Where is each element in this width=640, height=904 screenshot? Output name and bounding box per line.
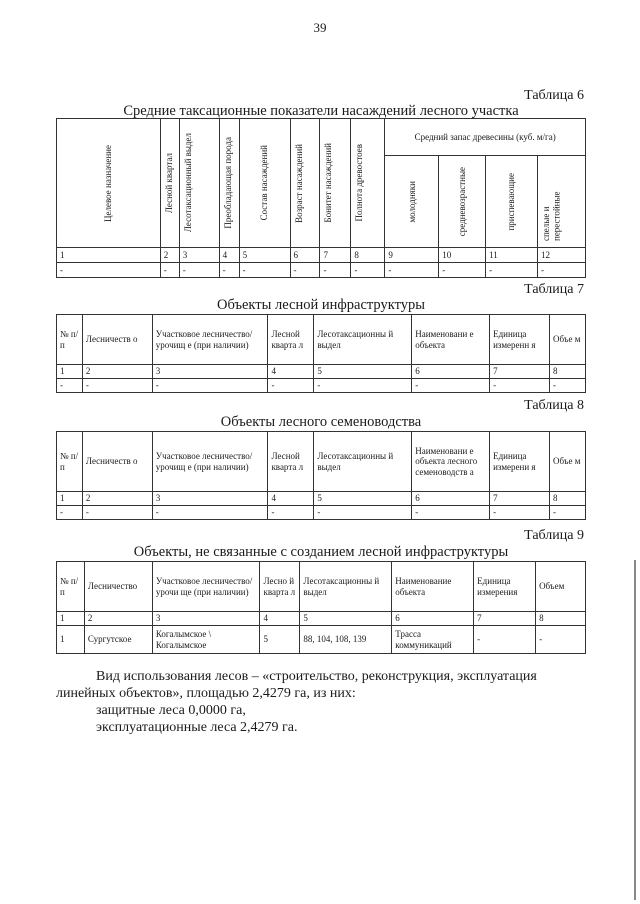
t6-cell: - [57,263,161,278]
t9-header: Участковое лесничество/урочи ще (при наличии) [152,562,260,612]
t6-cell: - [320,263,351,278]
t6-cell: - [351,263,385,278]
t6-header-5: Состав насаждений [239,119,290,248]
t7-num: 8 [549,365,585,379]
page-number: 39 [313,20,327,35]
t8-header: Наименовани е объекта лесного семеноводств а [412,432,490,492]
t8-header: Лесничеств о [82,432,152,492]
t7-header: Объе м [549,315,585,365]
t7-num: 3 [152,365,268,379]
t8-header: Лесотаксационны й выдел [314,432,412,492]
t6-header-2: Лесной квартал [160,119,179,248]
t9-cell: 1 [57,626,85,654]
table7 [56,314,586,393]
t7-num: 2 [82,365,152,379]
t8-cell: - [412,506,490,520]
t9-num: 3 [152,612,260,626]
t9-header: Лесно й кварта л [260,562,300,612]
t6-cell: - [179,263,219,278]
t9-num: 5 [300,612,392,626]
t6-num: 5 [239,248,290,263]
t7-cell: - [490,379,550,393]
t8-num: 6 [412,492,490,506]
t6-header-6: Возраст насаждений [290,119,320,248]
t6-num: 1 [57,248,161,263]
table-row [57,263,586,278]
t7-header: Наименовани е объекта [412,315,490,365]
t7-num: 7 [490,365,550,379]
t7-cell: - [57,379,83,393]
t7-cell: - [82,379,152,393]
t8-number-row [57,492,586,506]
t9-cell: 88, 104, 108, 139 [300,626,392,654]
t6-num: 4 [219,248,239,263]
t7-number-row [57,365,586,379]
t8-cell: - [490,506,550,520]
t7-num: 4 [268,365,314,379]
t8-cell: - [57,506,83,520]
table8 [56,431,586,520]
t7-header: Лесотаксационны й выдел [314,315,412,365]
t9-num: 1 [57,612,85,626]
t9-cell: Сургутское [84,626,152,654]
t6-subheader-2: средневозрастные [439,155,486,247]
t9-header: Объем [536,562,586,612]
t9-cell: - [536,626,586,654]
t6-cell: - [385,263,439,278]
t7-cell: - [152,379,268,393]
t9-cell: Трасса коммуникаций [392,626,474,654]
t8-num: 2 [82,492,152,506]
protective-forest-text: защитные леса 0,0000 га, [96,703,246,718]
table-row [57,379,586,393]
t7-header: № п/ п [57,315,83,365]
t8-num: 5 [314,492,412,506]
t8-num: 4 [268,492,314,506]
t9-header: № п/п [57,562,85,612]
t7-num: 5 [314,365,412,379]
t6-num: 11 [486,248,538,263]
t6-cell: - [239,263,290,278]
t6-cell: - [486,263,538,278]
t8-num: 3 [152,492,268,506]
t6-num: 9 [385,248,439,263]
t8-header: № п/ п [57,432,83,492]
t6-subheader-3: приспевающие [486,155,538,247]
usage-text-line1: Вид использования лесов – «строительство, реконструкция, эксплуатация [96,669,537,684]
t7-num: 6 [412,365,490,379]
table-row [57,626,586,654]
t6-num: 12 [537,248,585,263]
t7-cell: - [549,379,585,393]
t7-header: Участковое лесничество/урочищ е (при наличии) [152,315,268,365]
t6-cell: - [160,263,179,278]
t6-header-4: Преобладающая порода [219,119,239,248]
t9-cell: Когалымское \ Когалымское [152,626,260,654]
t9-header: Лесничество [84,562,152,612]
t6-cell: - [219,263,239,278]
t7-cell: - [268,379,314,393]
t8-cell: - [549,506,585,520]
t8-cell: - [314,506,412,520]
t6-num: 6 [290,248,320,263]
t6-header-7: Бонитет насаждений [320,119,351,248]
t8-cell: - [152,506,268,520]
table6-title: Средние таксационные показатели насаждений лесного участка [123,103,519,119]
t7-cell: - [314,379,412,393]
t8-cell: - [82,506,152,520]
t8-header: Лесной кварта л [268,432,314,492]
t6-num: 3 [179,248,219,263]
t6-group-header: Средний запас древесины (куб. м/га) [385,119,586,156]
usage-text-line2: линейных объектов», площадью 2,4279 га, из них: [56,686,356,701]
table8-label: Таблица 8 [524,398,584,413]
t9-num: 2 [84,612,152,626]
t6-num: 2 [160,248,179,263]
t7-header: Лесной кварта л [268,315,314,365]
t9-header: Единица измерения [474,562,536,612]
t6-num: 7 [320,248,351,263]
t9-num: 6 [392,612,474,626]
table7-title: Объекты лесной инфраструктуры [217,297,425,313]
t6-cell: - [537,263,585,278]
t6-header-3: Лесотаксационный выдел [179,119,219,248]
t7-header: Единица измеренн я [490,315,550,365]
t9-num: 7 [474,612,536,626]
t7-cell: - [412,379,490,393]
table-row [57,506,586,520]
t6-cell: - [290,263,320,278]
t9-cell: - [474,626,536,654]
operational-forest-text: эксплуатационные леса 2,4279 га. [96,720,298,735]
t6-header-8: Полнота древостоев [351,119,385,248]
t9-cell: 5 [260,626,300,654]
t8-num: 8 [549,492,585,506]
t8-num: 7 [490,492,550,506]
table9-title: Объекты, не связанные с созданием лесной инфраструктуры [133,544,509,560]
t6-subheader-4: спелые и перестойные [537,155,585,247]
t9-num: 4 [260,612,300,626]
t9-header: Наименование объекта [392,562,474,612]
t8-cell: - [268,506,314,520]
scan-edge-mark [634,560,636,900]
t9-header: Лесотаксационны й выдел [300,562,392,612]
t9-num: 8 [536,612,586,626]
t9-number-row [57,612,586,626]
t6-num: 10 [439,248,486,263]
t7-num: 1 [57,365,83,379]
t8-header: Объе м [549,432,585,492]
table9 [56,561,586,654]
t6-cell: - [439,263,486,278]
t8-num: 1 [57,492,83,506]
t6-subheader-1: молодняки [385,155,439,247]
t8-header: Единица измерени я [490,432,550,492]
table6 [56,118,586,278]
table7-label: Таблица 7 [524,282,584,297]
t6-num: 8 [351,248,385,263]
t6-header-1: Целевое назначение [57,119,161,248]
table8-title: Объекты лесного семеноводства [220,414,422,430]
table6-label: Таблица 6 [524,88,584,103]
table9-label: Таблица 9 [524,528,584,543]
t8-header: Участковое лесничество/урочищ е (при наличии) [152,432,268,492]
t7-header: Лесничеств о [82,315,152,365]
t6-number-row [57,248,586,263]
